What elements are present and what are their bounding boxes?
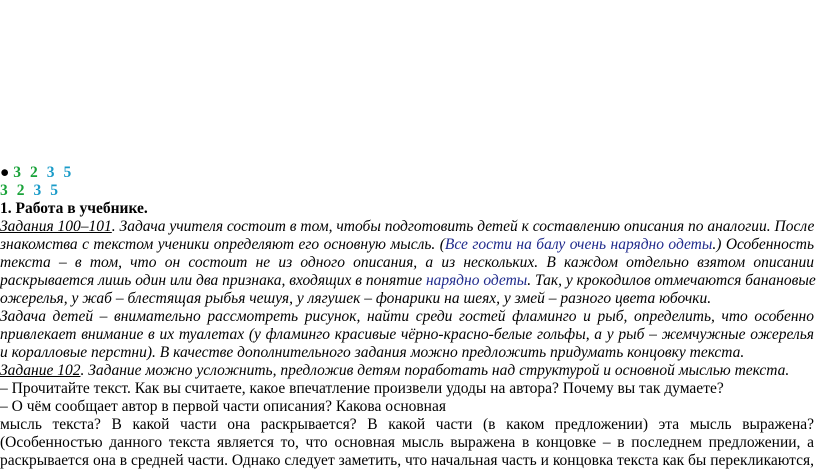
number-cyan: 3 <box>46 164 55 181</box>
question-line: – Прочитайте текст. Как вы считаете, какое впечатление произвели удоды на автора? Почему вы так думаете? <box>0 380 724 397</box>
text-line: знакомства с текстом ученики определяют его основную мысль. (Все гости на балу очень нарядно одеты.) Особенность <box>0 236 814 253</box>
number-cyan: 5 <box>50 182 58 199</box>
example-phrase: нарядно одеты <box>425 272 528 289</box>
number-green: 3 <box>13 164 21 181</box>
question-line: раскрывается она в средней части. Однако следует заметить, что начальная часть и концовка текста как бы перекликаются, <box>0 452 814 469</box>
number-row-1 <box>0 164 71 182</box>
text-line: привлекает внимание в их туалетах (у фламинго красивые чёрно-красно-белые гольфы, а у рыб – жемчужные ожерелья <box>0 326 814 343</box>
task-label: Задания 100–101 <box>0 218 112 235</box>
question-line: (Особенностью данного текста является то, что основная мысль выражена в концовке – в последнем предложении, а <box>0 434 814 451</box>
number-row-2 <box>0 182 58 200</box>
question-line: – О чём сообщает автор в первой части описания? Какова основная <box>0 398 446 415</box>
text-line: раскрывается лишь один или два признака, входящих в понятие нарядно одеты. Так, у крокодилов отмечаются банановые <box>0 272 816 289</box>
text-line: Задания 100–101. Задача учителя состоит в том, чтобы подготовить детей к составлению описания по аналогии. После <box>0 218 815 235</box>
number-green: 2 <box>16 182 25 199</box>
question-line: мысль текста? В какой части она раскрывается? В какой части (в каком предложении) эта мысль выражена? <box>0 416 814 433</box>
task-label: Задание 102 <box>0 362 81 379</box>
text-line: ожерелья, у жаб – блестящая рыбья чешуя, у лягушек – фонарики на шеях, у змей – разного цвета юбочки. <box>0 290 712 307</box>
number-green: 2 <box>30 164 38 181</box>
example-phrase: Все гости на балу очень нарядно одеты <box>444 236 713 253</box>
number-cyan: 5 <box>63 164 72 181</box>
text-line: и коралловые перстни). В качестве дополнительного задания можно предложить придумать концовку текста. <box>0 344 745 361</box>
number-cyan: 3 <box>33 182 42 199</box>
text-line: текста – в том, что он состоит не из одного описания, а из нескольких. В каждом отдельно взятом описании <box>0 254 814 271</box>
text-line: Задача детей – внимательно рассмотреть рисунок, найти среди гостей фламинго и рыб, определить, что особенно <box>0 308 814 325</box>
section-heading: 1. Работа в учебнике. <box>0 200 148 217</box>
text-line: Задание 102. Задание можно усложнить, предложив детям поработать над структурой и основной мыслью текста. <box>0 362 790 379</box>
number-green: 3 <box>0 182 8 199</box>
bullet-icon: ● <box>0 164 10 181</box>
